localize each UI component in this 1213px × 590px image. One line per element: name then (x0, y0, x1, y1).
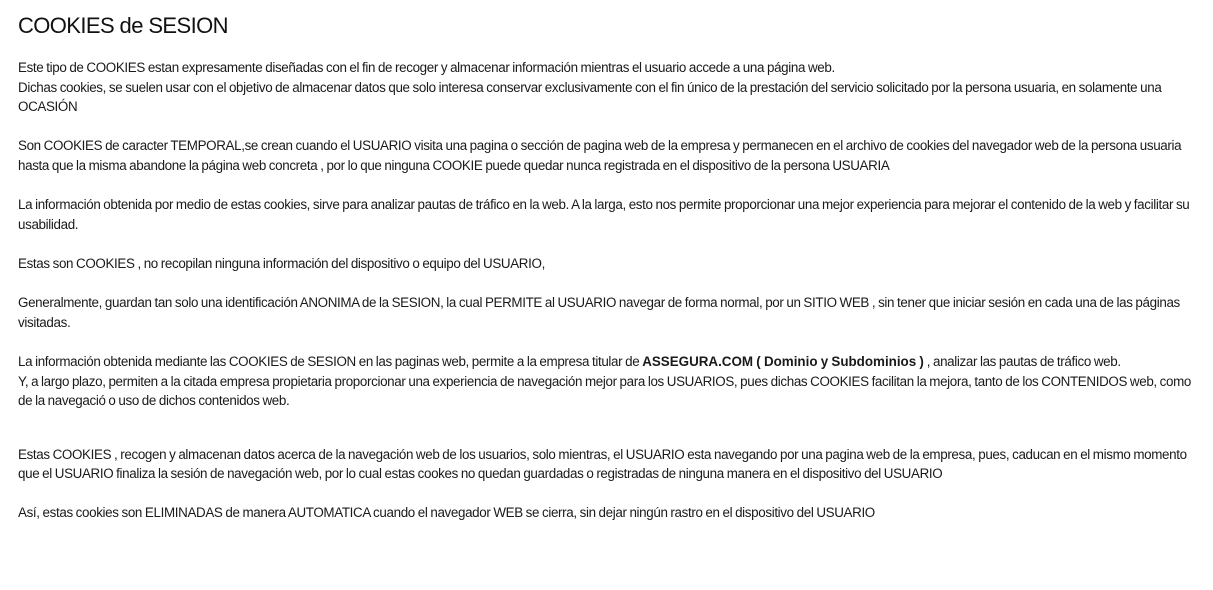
paragraph-long-term: Y, a largo plazo, permiten a la citada empresa propietaria proporcionar una experiencia de navegación mejor para los USUARIOS, pues dichas COOKIES facilitan la mejora, tanto de los CONTENIDOS web, como de la navegació o uso de dichos contenidos web. (18, 373, 1192, 409)
paragraph-intro-line2: Dichas cookies, se suelen usar con el objetivo de almacenar datos que solo interesa conservar exclusivamente con el fin único de la prestación del servicio solicitado por la persona usuaria, en solamente una OCASIÓN (18, 79, 1162, 115)
paragraph-company-analysis (18, 352, 1197, 372)
page-title: COOKIES de SESION (18, 13, 228, 38)
paragraph-no-collection: Estas son COOKIES , no recopilan ninguna información del dispositivo o equipo del USUARIO, (18, 255, 545, 271)
paragraph-deletion: Así, estas cookies son ELIMINADAS de manera AUTOMATICA cuando el navegador WEB se cierra, sin dejar ningún rastro en el dispositivo del USUARIO (18, 505, 875, 521)
paragraph-company-analysis-start: La información obtenida mediante las COOKIES de SESION en las paginas web, permite a la empresa titular de (18, 353, 643, 369)
paragraph-temporal: Son COOKIES de caracter TEMPORAL,se crean cuando el USUARIO visita una pagina o sección de pagina web de la empresa y permanecen en el archivo de cookies del navegador web de la persona usuaria hasta que la misma abandone la página web concreta , por lo que ninguna COOKIE puede quedar nunca registrada en el dispositivo de la persona USUARIA (18, 138, 1182, 173)
paragraph-information: La información obtenida por medio de estas cookies, sirve para analizar pautas de tráfico en la web. A la larga, esto nos permite proporcionar una mejor experiencia para mejorar el contenido de la web y facilitar su usabilidad. (18, 197, 1190, 232)
paragraph-session-expiry: Estas COOKIES , recogen y almacenan datos acerca de la navegación web de los usuarios, solo mientras, el USUARIO esta navegando por una pagina web de la empresa, pues, caducan en el mismo momento que el USUARIO finaliza la sesión de navegación web, por lo cual estas cookes no quedan guardadas o registradas de ninguna manera en el dispositivo del USUARIO (18, 446, 1187, 482)
paragraph-anonymous-id: Generalmente, guardan tan solo una identificación ANONIMA de la SESION, la cual PERMITE al USUARIO navegar de forma normal, por un SITIO WEB , sin tener que iniciar sesión en cada una de las páginas visitadas. (18, 295, 1180, 330)
company-domain: ASSEGURA.COM ( Dominio y Subdominios ) (642, 353, 924, 369)
page-body (18, 58, 1197, 523)
paragraph-intro-line1: Este tipo de COOKIES estan expresamente diseñadas con el fin de recoger y almacenar información mientras el usuario accede a una página web. (18, 60, 835, 75)
paragraph-company-analysis-end: , analizar las pautas de tráfico web. (923, 353, 1121, 369)
